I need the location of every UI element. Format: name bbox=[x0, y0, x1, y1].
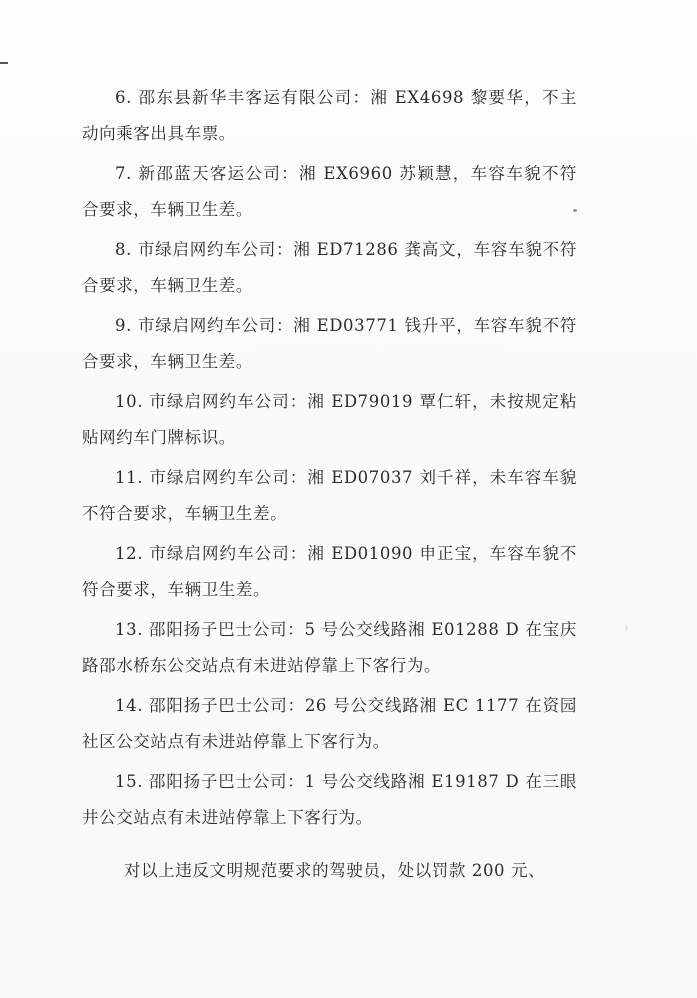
list-item: 12. 市绿启网约车公司：湘 ED01090 申正宝，车容车貌不符合要求，车辆卫生差。 bbox=[82, 544, 577, 599]
violation-list bbox=[82, 80, 577, 840]
list-item: 7. 新邵蓝天客运公司：湘 EX6960 苏颖慧，车容车貌不符合要求，车辆卫生差。 bbox=[82, 164, 577, 219]
list-item: 15. 邵阳扬子巴士公司：1 号公交线路湘 E19187 D 在三眼井公交站点有未进站停靠上下客行为。 bbox=[82, 772, 578, 827]
list-item: 13. 邵阳扬子巴士公司：5 号公交线路湘 E01288 D 在宝庆路邵水桥东公交站点有未进站停靠上下客行为。 bbox=[82, 620, 578, 675]
scan-edge-mark bbox=[0, 62, 8, 64]
list-item: 11. 市绿启网约车公司：湘 ED07037 刘千祥，未车容车貌不符合要求，车辆卫生差。 bbox=[82, 468, 577, 523]
list-item: 8. 市绿启网约车公司：湘 ED71286 龚高文，车容车貌不符合要求，车辆卫生差。 bbox=[82, 240, 577, 295]
paper-speck bbox=[625, 625, 628, 631]
list-item: 10. 市绿启网约车公司：湘 ED79019 覃仁轩，未按规定粘贴网约车门牌标识。 bbox=[82, 392, 577, 447]
list-item: 14. 邵阳扬子巴士公司：26 号公交线路湘 EC 1177 在资园社区公交站点有未进站停靠上下客行为。 bbox=[82, 696, 577, 751]
closing-paragraph: 对以上违反文明规范要求的驾驶员，处以罚款 200 元、 bbox=[124, 861, 546, 880]
list-item: 9. 市绿启网约车公司：湘 ED03771 钱升平，车容车貌不符合要求，车辆卫生差。 bbox=[82, 316, 577, 371]
list-item: 6. 邵东县新华丰客运有限公司：湘 EX4698 黎要华，不主动向乘客出具车票。 bbox=[82, 88, 577, 143]
